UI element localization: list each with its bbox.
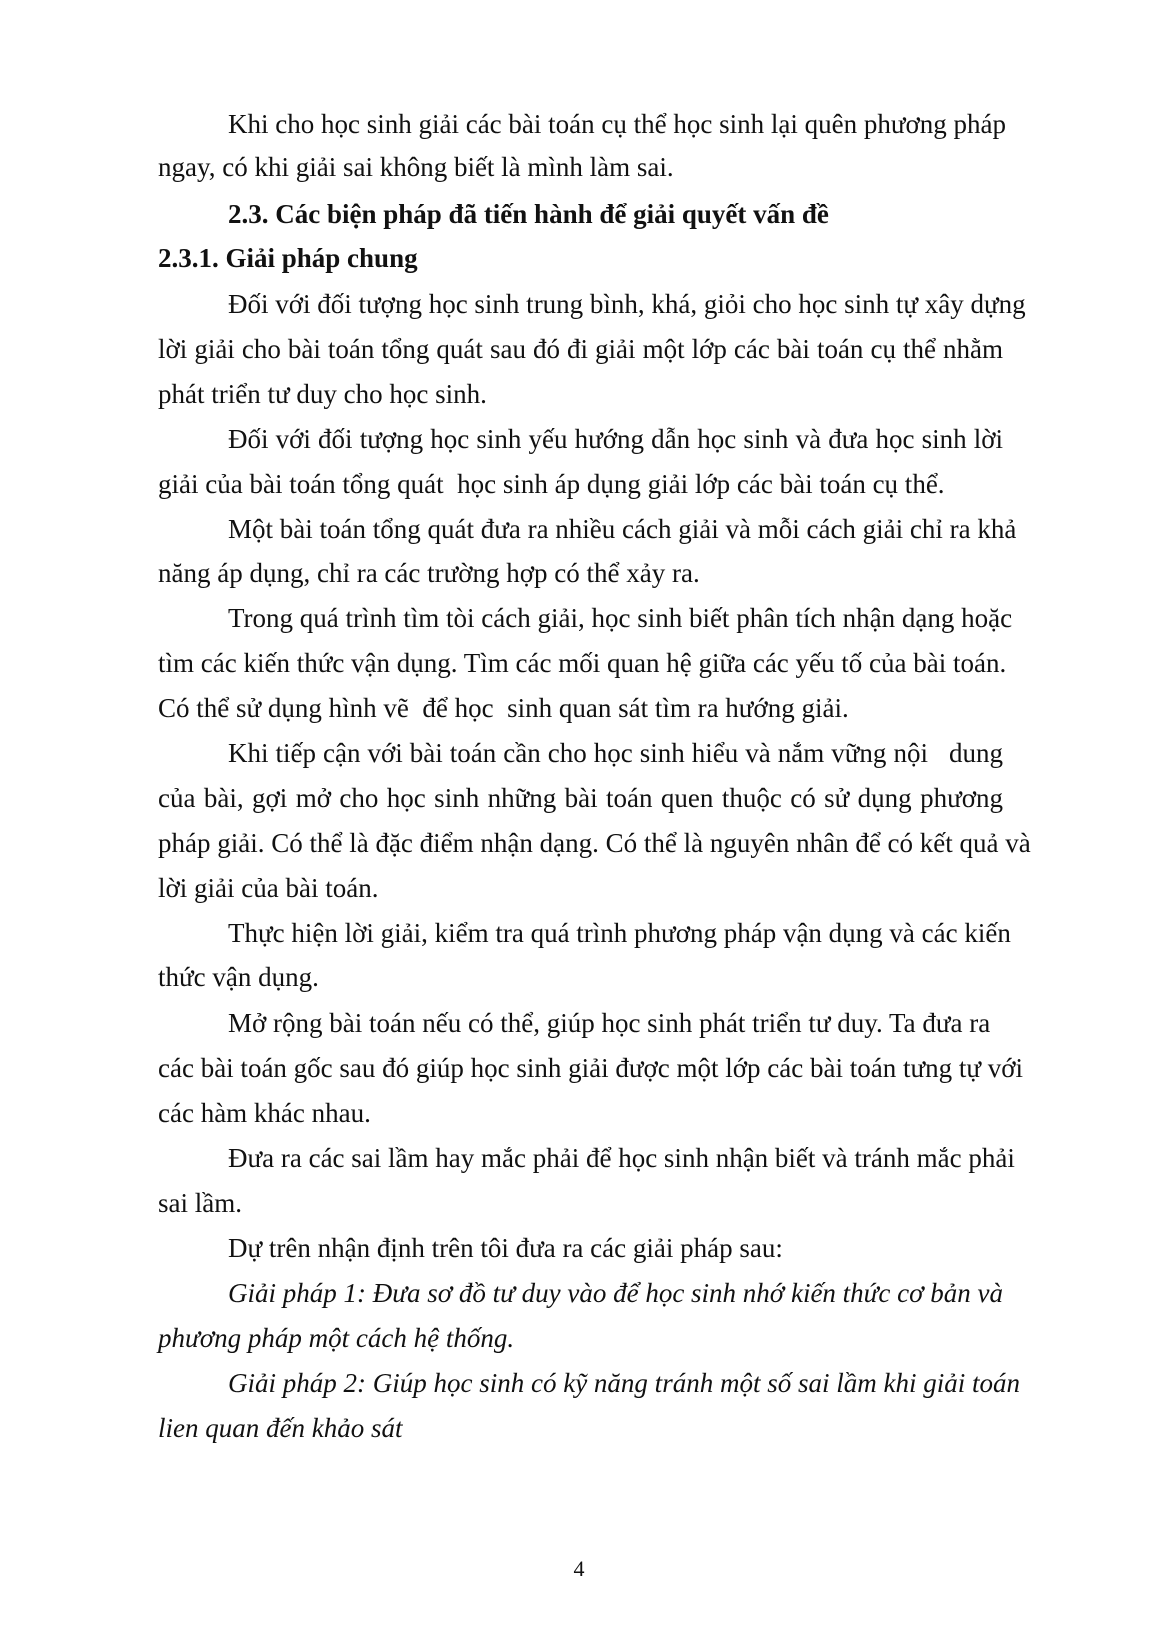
text-line: ngay, có khi giải sai không biết là mình làm sai. — [158, 152, 674, 182]
solution-line: lien quan đến khảo sát — [158, 1413, 403, 1443]
subsection-heading: 2.3.1. Giải pháp chung — [158, 243, 418, 273]
text-line: Trong quá trình tìm tòi cách giải, học sinh biết phân tích nhận dạng hoặc — [228, 603, 1013, 633]
text-line: Đối với đối tượng học sinh trung bình, khá, giỏi cho học sinh tự xây dựng — [228, 289, 1026, 319]
text-line: năng áp dụng, chỉ ra các trường hợp có thể xảy ra. — [158, 558, 700, 588]
text-line: tìm các kiến thức vận dụng. Tìm các mối quan hệ giữa các yếu tố của bài toán. — [158, 648, 1007, 678]
text-line: của bài, gợi mở cho học sinh những bài toán quen thuộc có sử dụng phương — [158, 783, 1003, 813]
solution-line: Giải pháp 2: Giúp học sinh có kỹ năng tránh một số sai lầm khi giải toán — [228, 1368, 1020, 1398]
solution-line: phương pháp một cách hệ thống. — [158, 1323, 515, 1353]
text-line: các hàm khác nhau. — [158, 1098, 371, 1128]
text-line: Một bài toán tổng quát đưa ra nhiều cách giải và mỗi cách giải chỉ ra khả — [228, 514, 1017, 544]
text-line: sai lầm. — [158, 1188, 242, 1218]
text-line: pháp giải. Có thể là đặc điểm nhận dạng. Có thể là nguyên nhân để có kết quả và — [158, 828, 1031, 858]
text-line: giải của bài toán tổng quát học sinh áp dụng giải lớp các bài toán cụ thể. — [158, 469, 945, 499]
page-number: 4 — [573, 1556, 585, 1581]
text-line: Đối với đối tượng học sinh yếu hướng dẫn học sinh và đưa học sinh lời — [228, 424, 1003, 454]
section-heading: 2.3. Các biện pháp đã tiến hành để giải quyết vấn đề — [228, 199, 829, 229]
text-line: Thực hiện lời giải, kiểm tra quá trình phương pháp vận dụng và các kiến — [228, 918, 1011, 948]
solution-line: Giải pháp 1: Đưa sơ đồ tư duy vào để học sinh nhớ kiến thức cơ bản và — [228, 1278, 1004, 1308]
text-line: phát triển tư duy cho học sinh. — [158, 379, 487, 409]
text-line: thức vận dụng. — [158, 962, 319, 992]
text-line: Có thể sử dụng hình vẽ để học sinh quan sát tìm ra hướng giải. — [158, 693, 849, 723]
text-line: Đưa ra các sai lầm hay mắc phải để học sinh nhận biết và tránh mắc phải — [228, 1143, 1015, 1173]
text-line: các bài toán gốc sau đó giúp học sinh giải được một lớp các bài toán tưng tự với — [158, 1053, 1024, 1083]
text-line: Khi tiếp cận với bài toán cần cho học sinh hiểu và nắm vững nội dung — [228, 738, 1003, 768]
text-line: Dự trên nhận định trên tôi đưa ra các giải pháp sau: — [228, 1233, 783, 1263]
text-line: Khi cho học sinh giải các bài toán cụ thể học sinh lại quên phương pháp — [228, 109, 1006, 139]
text-line: lời giải cho bài toán tổng quát sau đó đi giải một lớp các bài toán cụ thể nhằm — [158, 334, 1003, 364]
text-line: lời giải của bài toán. — [158, 873, 379, 903]
text-line: Mở rộng bài toán nếu có thể, giúp học sinh phát triển tư duy. Ta đưa ra — [228, 1008, 991, 1038]
